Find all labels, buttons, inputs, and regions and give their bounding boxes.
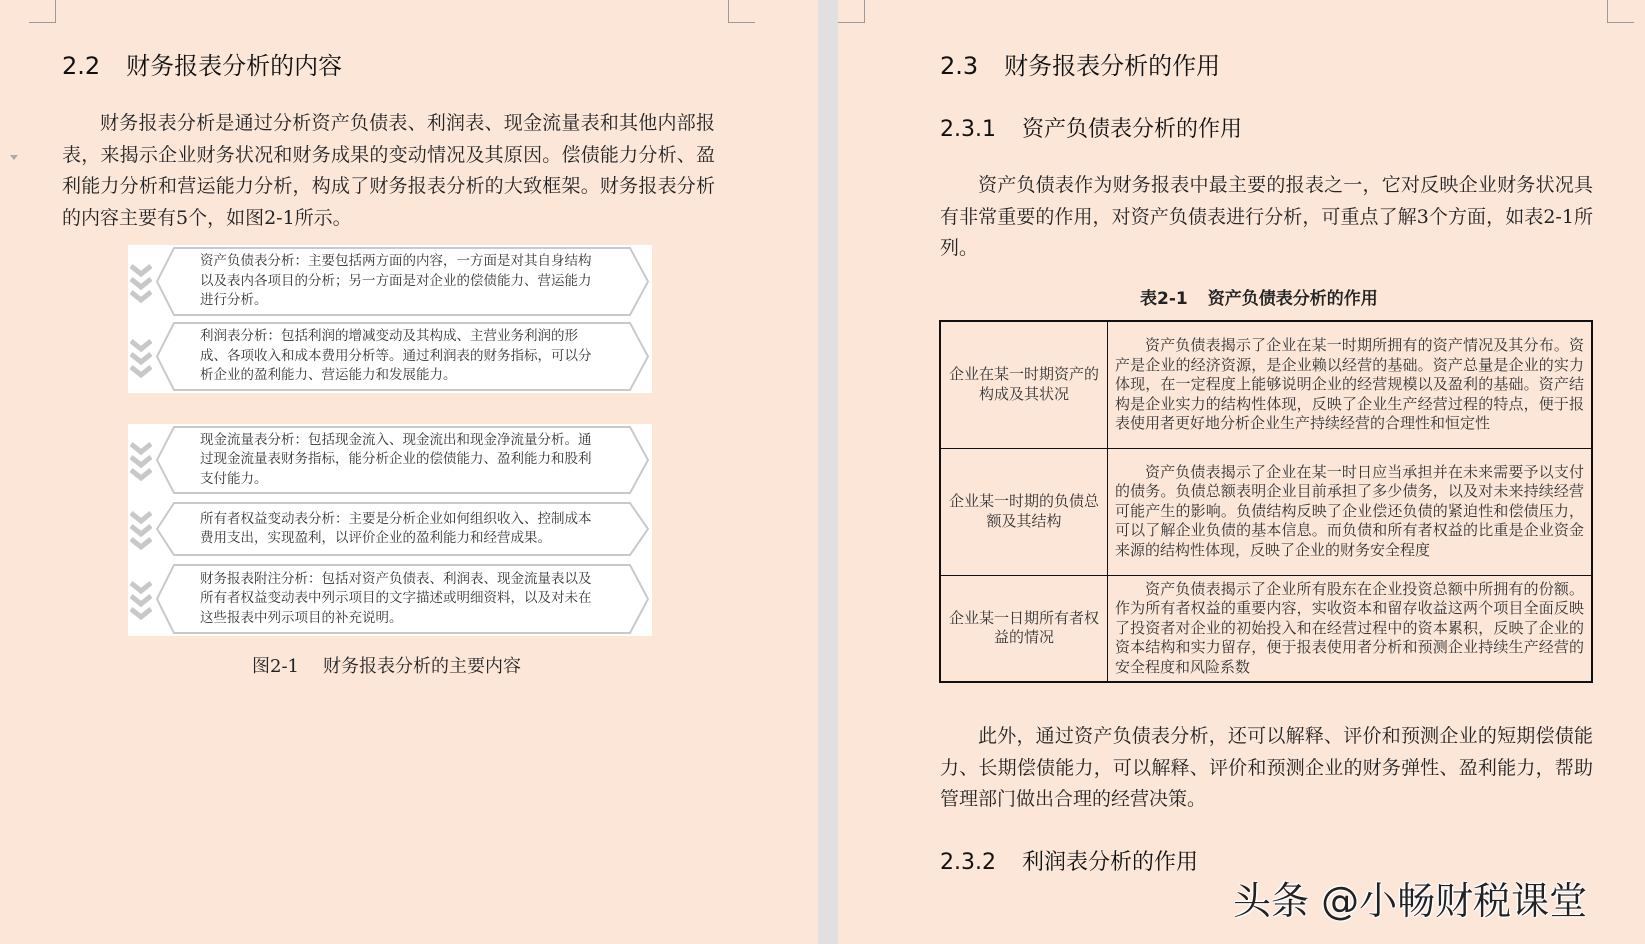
table-cell-value: 资产负债表揭示了企业在某一时日应当承担并在未来需要予以支付的债务。负债总额表明企业目前承担了多少债务，以及对未来持续经营可能产生的影响。负债结构反映了企业偿还负债的紧迫性和偿债压力，可以了解企业负债的基本信息。而负债和所有者权益的比重是企业资金来源的结构性体现，反映了企业的财务安全程度: [1108, 448, 1593, 575]
table-cell-value: 资产负债表揭示了企业所有股东在企业投资总额中所拥有的份额。作为所有者权益的重要内容，实收资本和留存收益这两个项目全面反映了投资者对企业的初始投入和在经营过程中的资本累积，反映了企业的资本结构和实力留存，便于报表使用者分析和预测企业持续生产经营的安全程度和风险系数: [1108, 575, 1593, 682]
figure-item-text: 利润表分析：包括利润的增减变动及其构成、主营业务利润的形成、各项收入和成本费用分析等。通过利润表的财务指标，可以分析企业的盈利能力、营运能力和发展能力。: [200, 328, 592, 384]
summary-paragraph: 此外，通过资产负债表分析，还可以解释、评价和预测企业的短期偿债能力、长期偿债能力，可以解释、评价和预测企业的财务弹性、盈利能力，帮助管理部门做出合理的经营决策。: [940, 725, 1593, 810]
section-number: 2.2: [62, 52, 101, 80]
table-cell-key: 企业在某一时期资产的构成及其状况: [940, 321, 1108, 448]
subsection-title: 利润表分析的作用: [1021, 850, 1198, 875]
figure-caption-label: 图2-1: [252, 656, 299, 677]
figure-item-text: 财务报表附注分析：包括对资产负债表、利润表、现金流量表以及所有者权益变动表中列示项目的文字描述或明细资料，以及对未在这些报表中列示项目的补充说明。: [200, 570, 592, 626]
figure-item-text: 所有者权益变动表分析：主要是分析企业如何组织收入、控制成本费用支出，实现盈利，以评价企业的盈利能力和经营成果。: [200, 510, 592, 546]
page-corner-mark: [838, 0, 865, 23]
subsection-number: 2.3.2: [940, 850, 996, 875]
intro-paragraph: 财务报表分析是通过分析资产负债表、利润表、现金流量表和其他内部报表，来揭示企业财务状况和财务成果的变动情况及其原因。偿债能力分析、盈利能力分析和营运能力分析，构成了财务报表分析的大致框架。财务报表分析的内容主要有5个，如图2-1所示。: [62, 112, 715, 229]
page-gutter: [818, 0, 838, 944]
chevron-stack-icon: [128, 564, 154, 634]
table-cell-value: 资产负债表揭示了企业在某一时期所拥有的资产情况及其分布。资产是企业的经济资源，是企业赖以经营的基础。资产总量是企业的实力体现，在一定程度上能够说明企业的经营规模以及盈利的基础。资产结构是企业实力的结构性体现，反映了企业生产经营过程的特点，便于报表使用者更好地分析企业生产持续经营的合理性和恒定性: [1108, 321, 1593, 448]
subsection-title: 资产负债表分析的作用: [1021, 117, 1242, 142]
chevron-stack-icon: [128, 426, 154, 494]
section-title: 财务报表分析的内容: [126, 52, 343, 80]
page-corner-mark: [1607, 0, 1634, 23]
figure-item: [128, 322, 652, 391]
section-title: 财务报表分析的作用: [1004, 52, 1221, 80]
section-heading-2-2: [62, 46, 342, 81]
figure-item-text: 资产负债表分析：主要包括两方面的内容，一方面是对其自身结构以及表内各项目的分析；另一方面是对企业的偿债能力、营运能力进行分析。: [200, 253, 592, 309]
figure-panel-bottom: [128, 424, 652, 636]
table-cell-key: 企业某一时期的负债总额及其结构: [940, 448, 1108, 575]
collapse-triangle-icon[interactable]: [10, 155, 18, 160]
subsection-number: 2.3.1: [940, 117, 996, 142]
balance-sheet-paragraph: 资产负债表作为财务报表中最主要的报表之一，它对反映企业财务状况具有非常重要的作用，对资产负债表进行分析，可重点了解3个方面，如表2-1所列。: [940, 174, 1593, 259]
watermark: 头条 @小畅财税课堂: [1233, 879, 1588, 923]
left-page: [0, 0, 818, 944]
table-row: [940, 448, 1592, 575]
chevron-stack-icon: [128, 247, 154, 316]
chevron-stack-icon: [128, 322, 154, 391]
figure-panel-top: [128, 245, 652, 393]
section-number: 2.3: [940, 52, 979, 80]
page-corner-mark: [728, 0, 755, 23]
figure-caption: [252, 652, 521, 678]
figure-item: [128, 247, 652, 316]
subsection-heading-2-3-1: [940, 112, 1242, 143]
table-title: [1140, 284, 1378, 309]
figure-item-text: 现金流量表分析：包括现金流入、现金流出和现金净流量分析。通过现金流量表财务指标，能分析企业的偿债能力、盈利能力和股利支付能力。: [200, 431, 592, 487]
figure-item: [128, 564, 652, 634]
table-label: 表2-1: [1140, 289, 1188, 309]
subsection-heading-2-3-2: [940, 845, 1198, 876]
figure-caption-text: 财务报表分析的主要内容: [323, 656, 521, 677]
page-corner-mark: [29, 0, 56, 23]
analysis-table: [939, 320, 1593, 683]
section-heading-2-3: [940, 46, 1220, 81]
table-cell-key: 企业某一日期所有者权益的情况: [940, 575, 1108, 682]
table-row: [940, 575, 1592, 682]
table-row: [940, 321, 1592, 448]
figure-item: [128, 502, 652, 556]
figure-item: [128, 426, 652, 494]
chevron-stack-icon: [128, 502, 154, 556]
table-title-text: 资产负债表分析的作用: [1207, 289, 1378, 309]
